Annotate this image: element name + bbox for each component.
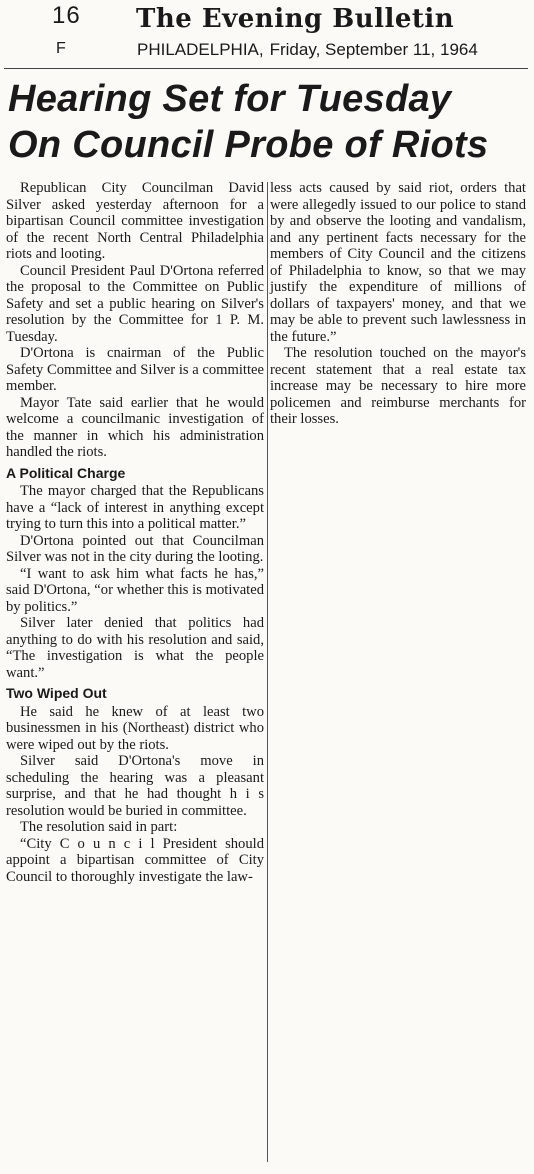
article-paragraph: less acts caused by said riot, orders that were allegedly issued to our police to stand by and observe the looting and vandalism, and any pertinent facts necessary for the members of City Council and the citizens of Philadelphia to know, so that we may justify the expenditure of millions of dollars of taxpayers' money, and that we may be able to prevent such lawlessness in the future.” (270, 180, 526, 345)
dateline-date: Friday, September 11, 1964 (269, 40, 478, 59)
headline-line-2: On Council Probe of Riots (8, 124, 489, 166)
article-paragraph: Council President Paul D'Ortona referred the proposal to the Committee on Public Safety and set a public hearing on Silver's resolution by the Committee for 1 P. M. Tuesday. (6, 262, 264, 345)
article-column-left (6, 180, 264, 885)
masthead-rule (4, 68, 528, 69)
article-paragraph: He said he knew of at least two businessmen in his (Northeast) district who were wiped out by the riots. (6, 703, 264, 753)
page-number: 16 (52, 2, 81, 29)
article-paragraph: “City C o u n c i l President should appoint a bipartisan committee of City Council to thoroughly investigate the law- (6, 835, 264, 885)
article-paragraph: D'Ortona is cnairman of the Public Safety Committee and Silver is a committee member. (6, 345, 264, 394)
article-paragraph: D'Ortona pointed out that Councilman Silver was not in the city during the looting. (6, 532, 264, 565)
dateline (137, 40, 484, 60)
dateline-city: PHILADELPHIA, (137, 40, 264, 59)
article-paragraph: The resolution touched on the mayor's recent statement that a real estate tax increase may be necessary to hire more policemen and reimburse merchants for their losses. (270, 345, 526, 427)
article-paragraph: Republican City Councilman David Silver asked yesterday afternoon for a bipartisan Council committee investigation of the recent North Central Philadelphia riots and looting. (6, 180, 264, 262)
article-paragraph: Mayor Tate said earlier that he would welcome a councilmanic investigation of the manner in which his administration handled the riots. (6, 394, 264, 460)
column-divider (267, 182, 268, 1162)
headline-line-1: Hearing Set for Tuesday (8, 78, 452, 120)
article-paragraph: Silver said D'Ortona's move in scheduling the hearing was a pleasant surprise, and that he had thought h i s resolution would be buried in committee. (6, 753, 264, 819)
newspaper-nameplate: The Evening Bulletin (136, 4, 455, 34)
article-paragraph: The mayor charged that the Republicans have a “lack of interest in anything except trying to turn this into a political matter.” (6, 483, 264, 532)
subheading: A Political Charge (6, 464, 126, 481)
headline (8, 76, 528, 168)
section-letter: F (56, 40, 66, 57)
subheading: Two Wiped Out (6, 685, 107, 701)
article-paragraph: The resolution said in part: (20, 819, 178, 835)
article-paragraph: Silver later denied that politics had anything to do with his resolution and said, “The investigation is what the people want.” (6, 615, 264, 681)
article-column-right (270, 180, 526, 428)
article-paragraph: “I want to ask him what facts he has,” said D'Ortona, “or whether this is motivated by politics.” (6, 565, 264, 615)
